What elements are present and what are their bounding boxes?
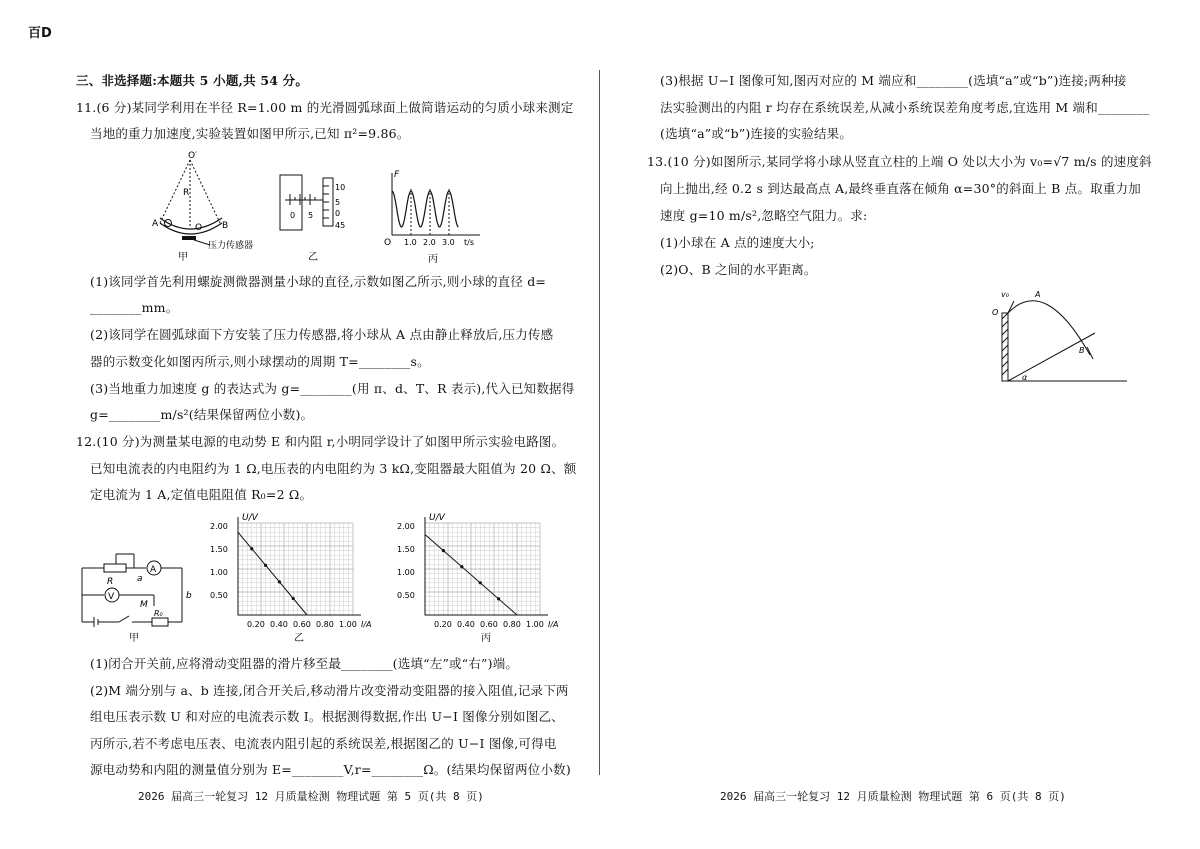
- data-point: [479, 581, 482, 584]
- data-point: [497, 597, 500, 600]
- caption-circuit: 甲: [129, 633, 139, 644]
- figure-12-jia: [74, 540, 194, 645]
- q11-line-2: 当地的重力加速度,实验装置如图甲所示,已知 π²=9.86。: [90, 126, 410, 141]
- xtick-1-0: 1.00: [526, 620, 544, 629]
- q12-line-1: 12.(10 分)为测量某电源的电动势 E 和内阻 r,小明同学设计了如图甲所示实验电路图。: [76, 434, 565, 449]
- q13-line-5: (2)O、B 之间的水平距离。: [660, 262, 817, 277]
- figure-11-bing: [380, 165, 490, 265]
- data-point: [278, 580, 281, 583]
- q11-line-1: 11.(6 分)某同学利用在半径 R=1.00 m 的光滑圆弧球面上做简谐运动的匀质小球来测定: [76, 100, 574, 115]
- label-alpha: α: [1022, 373, 1028, 382]
- q12-line-8: 源电动势和内阻的测量值分别为 E=________V,r=________Ω。(结果均保留两位小数): [90, 762, 571, 777]
- q13-line-4: (1)小球在 A 点的速度大小;: [660, 235, 815, 250]
- node-b: b: [186, 591, 192, 601]
- figure-11-yi: [275, 170, 355, 265]
- q12-line-2: 已知电流表的内电阻约为 1 Ω,电压表的内电阻约为 3 kΩ,变阻器最大阻值为 20 Ω、额: [90, 461, 577, 476]
- q11-line-7: (3)当地重力加速度 g 的表达式为 g=________(用 π、d、T、R 表示),代入已知数据得: [90, 381, 575, 396]
- xtick-0-6: 0.60: [293, 620, 311, 629]
- ytick-1: 1.00: [210, 568, 228, 577]
- label-v0: v₀: [1001, 290, 1009, 299]
- scale-0: 0: [335, 209, 341, 218]
- xtick-0-4: 0.40: [270, 620, 288, 629]
- label-o: O: [992, 308, 999, 317]
- tick-1: 1.0: [404, 238, 417, 247]
- q11-line-4: ________mm。: [90, 300, 179, 315]
- label-b: B: [1079, 346, 1085, 355]
- rheostat-label: R: [107, 577, 114, 587]
- caption-graph-bing: 丙: [481, 633, 491, 644]
- r0-label: R₀: [154, 609, 163, 618]
- page-divider: [599, 70, 600, 775]
- axis-i: I/A: [361, 620, 372, 629]
- xtick-0-8: 0.80: [316, 620, 334, 629]
- q12-3-line-1: (3)根据 U−I 图像可知,图丙对应的 M 端应和________(选填“a”或“b”)连接;两种接: [660, 73, 1127, 88]
- ytick-1-5: 1.50: [397, 545, 415, 554]
- node-m: M: [140, 600, 148, 610]
- scale-5: 5: [335, 198, 341, 207]
- data-point: [292, 597, 295, 600]
- q13-line-1: 13.(10 分)如图所示,某同学将小球从竖直立柱的上端 O 处以大小为 v₀=√7 m/s 的速度斜: [647, 154, 1152, 169]
- tick-3: 3.0: [442, 238, 455, 247]
- q12-3-line-2: 法实验测出的内阻 r 均存在系统误差,从减小系统误差角度考虑,宜选用 M 端和________: [660, 100, 1150, 115]
- q11-line-3: (1)该同学首先利用螺旋测微器测量小球的直径,示数如图乙所示,则小球的直径 d=: [90, 274, 547, 289]
- ytick-1-5: 1.50: [210, 545, 228, 554]
- axis-u: U/V: [429, 513, 445, 523]
- voltmeter-label: V: [108, 592, 115, 602]
- ytick-2: 2.00: [210, 522, 228, 531]
- q11-line-6: 器的示数变化如图丙所示,则小球摆动的周期 T=________s。: [90, 354, 430, 369]
- q12-3-line-3: (选填“a”或“b”)连接的实验结果。: [660, 126, 853, 141]
- footer-left: 2026 届高三一轮复习 12 月质量检测 物理试题 第 5 页(共 8 页): [138, 790, 484, 803]
- q11-line-8: g=________m/s²(结果保留两位小数)。: [90, 407, 314, 422]
- main-0: 0: [290, 211, 296, 220]
- scale-10: 10: [335, 183, 346, 192]
- xtick-1-0: 1.00: [339, 620, 357, 629]
- ytick-2: 2.00: [397, 522, 415, 531]
- data-point: [250, 547, 253, 550]
- q13-line-2: 向上抛出,经 0.2 s 到达最高点 A,最终垂直落在倾角 α=30°的斜面上 B 点。取重力加: [660, 181, 1141, 196]
- label-a: A: [152, 219, 159, 229]
- axis-u: U/V: [242, 513, 258, 523]
- main-5: 5: [308, 211, 314, 220]
- logo: 百D: [28, 26, 52, 41]
- q12-line-3: 定电流为 1 A,定值电阻阻值 R₀=2 Ω。: [90, 487, 313, 502]
- xtick-0-4: 0.40: [457, 620, 475, 629]
- axis-t: t/s: [464, 238, 474, 247]
- tick-2: 2.0: [423, 238, 436, 247]
- label-o: O: [195, 223, 203, 233]
- data-point: [264, 564, 267, 567]
- label-a: A: [1035, 290, 1041, 299]
- figure-12-bing: [395, 510, 575, 645]
- caption-graph-yi: 乙: [294, 633, 304, 644]
- q12-line-5: (2)M 端分别与 a、b 连接,闭合开关后,移动滑片改变滑动变阻器的接入阻值,记录下两: [90, 683, 569, 698]
- q12-line-7: 丙所示,若不考虑电压表、电流表内阻引起的系统误差,根据图乙的 U−I 图像,可得电: [90, 736, 557, 751]
- label-sensor: 压力传感器: [208, 241, 254, 251]
- axis-i: I/A: [548, 620, 559, 629]
- section-title: 三、非选择题:本题共 5 小题,共 54 分。: [76, 73, 309, 88]
- xtick-0-2: 0.20: [247, 620, 265, 629]
- q12-line-4: (1)闭合开关前,应将滑动变阻器的滑片移至最________(选填“左”或“右”)端。: [90, 656, 519, 671]
- xtick-0-2: 0.20: [434, 620, 452, 629]
- q13-line-3: 速度 g=10 m/s²,忽略空气阻力。求:: [660, 208, 868, 223]
- axis-f: F: [394, 170, 400, 180]
- ytick-0-5: 0.50: [210, 591, 228, 600]
- scale-45: 45: [335, 221, 346, 230]
- grid: [425, 517, 548, 615]
- caption-bing: 丙: [428, 254, 438, 265]
- data-point: [460, 565, 463, 568]
- label-b: B: [222, 221, 229, 231]
- label-o-prime: O′: [188, 151, 198, 161]
- caption-yi: 乙: [308, 252, 318, 263]
- q11-line-5: (2)该同学在圆弧球面下方安装了压力传感器,将小球从 A 点由静止释放后,压力传感: [90, 327, 554, 342]
- footer-right: 2026 届高三一轮复习 12 月质量检测 物理试题 第 6 页(共 8 页): [720, 790, 1066, 803]
- axis-origin: O: [384, 238, 392, 248]
- node-a: a: [137, 574, 143, 584]
- ytick-0-5: 0.50: [397, 591, 415, 600]
- caption-jia: 甲: [178, 252, 188, 263]
- figure-11-jia: [150, 148, 270, 263]
- q12-line-6: 组电压表示数 U 和对应的电流表示数 I。根据测得数据,作出 U−I 图像分别如图乙、: [90, 709, 564, 724]
- data-point: [442, 549, 445, 552]
- ammeter-label: A: [150, 565, 157, 575]
- figure-13: [990, 285, 1130, 385]
- xtick-0-6: 0.60: [480, 620, 498, 629]
- grid: [238, 517, 361, 615]
- label-r: R: [183, 188, 190, 198]
- xtick-0-8: 0.80: [503, 620, 521, 629]
- figure-12-yi: [208, 510, 388, 645]
- ytick-1: 1.00: [397, 568, 415, 577]
